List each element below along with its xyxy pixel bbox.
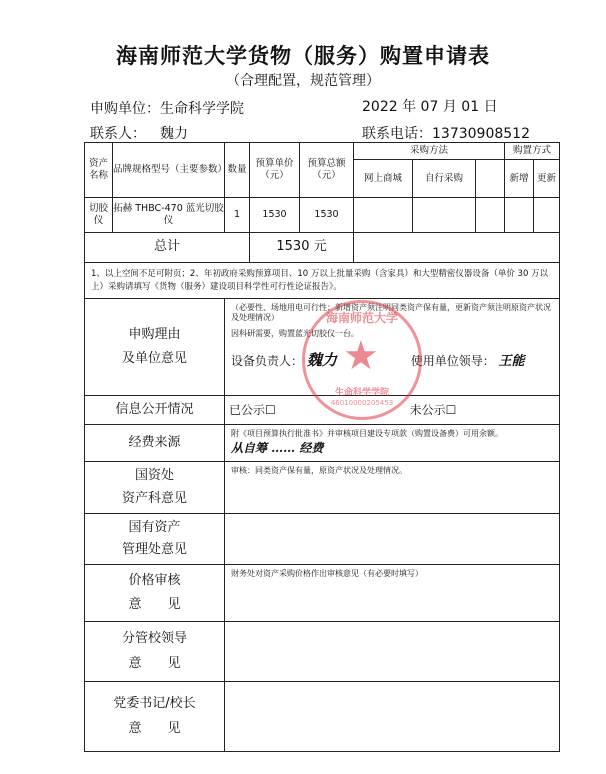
seal-star-icon: ★ <box>343 333 379 379</box>
item-renew <box>534 198 560 233</box>
seal-number: 46010000205453 <box>330 399 394 407</box>
price-review-row <box>85 565 560 622</box>
reason-hint: （必要性、场地用电可行性；新增资产须注明同类资产保有量，更新资产须注明原资产状况及处理情况） <box>231 303 551 322</box>
date-day: 01 <box>461 99 480 115</box>
vp-row <box>85 622 560 682</box>
reason-label <box>85 299 225 396</box>
phone-label: 联系电话： <box>362 126 432 142</box>
price-review-hint: 财务处对资产采购价格作出审核意见（有必要时填写） <box>231 569 423 578</box>
sum-label: 总计 <box>85 233 250 263</box>
contact-person <box>90 123 188 143</box>
item-unit-price: 1530 <box>250 198 300 233</box>
unit-label: 申购单位： <box>90 101 160 117</box>
reason-content: 因科研需要，购置蓝光切胶仪一台。 <box>231 329 359 338</box>
notes-text: 1、以上空间不足可附页；2、年初政府采购预算项目、10 万以上批量采购（含家具）和大型精密仪器设备（单价 30 万以上）采购请填写《货物（服务）建设项目科学性可行性论证报告》。 <box>85 263 560 299</box>
state-asset-label <box>85 514 225 565</box>
secretary-row <box>85 682 560 752</box>
item-row <box>85 198 560 233</box>
date-year: 2022 <box>362 99 398 115</box>
applicant-unit <box>90 98 244 118</box>
published-checkbox[interactable]: 已公示☐ <box>229 402 276 417</box>
vp-label-1: 分管校领导 <box>121 631 187 647</box>
item-new-add <box>505 198 534 233</box>
form-title: 海南师范大学货物（服务）购置申请表 <box>116 44 490 68</box>
vp-content <box>225 622 560 682</box>
manager-label: 设备负责人： <box>231 354 304 368</box>
state-asset-label-1: 国有资产 <box>128 519 181 535</box>
asset-office-label-1: 国资处 <box>134 468 174 484</box>
col-purchase-method: 采购方法 <box>354 143 505 160</box>
secretary-label-2: 意 见 <box>128 720 181 736</box>
col-quantity: 数量 <box>225 143 250 198</box>
leader-label: 使用单位领导： <box>410 354 495 368</box>
item-blank <box>476 198 505 233</box>
col-new-add: 新增 <box>505 160 534 198</box>
col-asset-name: 资产名称 <box>85 143 113 198</box>
col-unit-price: 预算单价（元） <box>250 143 300 198</box>
asset-office-label <box>85 462 225 514</box>
item-online-mall <box>354 198 413 233</box>
col-brand-model: 品牌规格型号（主要参数） <box>113 143 225 198</box>
state-asset-content <box>225 514 560 565</box>
date-month: 07 <box>420 99 439 115</box>
form-subtitle: （合理配置，规范管理） <box>226 73 380 89</box>
seal-bottom-text: 生命科学学院 <box>334 388 389 398</box>
disclosure-label: 信息公开情况 <box>85 396 225 425</box>
unit-value: 生命科学学院 <box>160 101 244 117</box>
manager-signature: 魏力 <box>306 351 337 369</box>
vp-label <box>85 622 225 682</box>
day-label: 日 <box>483 99 498 115</box>
secretary-label <box>85 682 225 752</box>
state-asset-label-2: 管理处意见 <box>121 542 187 557</box>
state-asset-row <box>85 514 560 565</box>
col-blank <box>476 160 505 198</box>
phone-value: 13730908512 <box>432 126 530 142</box>
notes-row <box>85 263 560 299</box>
apply-date <box>362 96 498 116</box>
item-asset-name: 切胶仪 <box>85 198 113 233</box>
col-self-purchase: 自行采购 <box>413 160 476 198</box>
sum-blank <box>354 233 560 263</box>
leader-signature: 王能 <box>498 354 525 369</box>
price-review-label <box>85 565 225 622</box>
funding-handwriting: 从自筹 …… 经费 <box>231 441 324 455</box>
secretary-label-1: 党委书记/校长 <box>113 696 196 712</box>
funding-content <box>225 425 560 462</box>
col-purchase-type: 购置方式 <box>505 143 560 160</box>
col-online-mall: 网上商城 <box>354 160 413 198</box>
contact-label: 联系人： <box>90 126 146 142</box>
funding-row <box>85 425 560 462</box>
header-row-1 <box>85 143 560 160</box>
price-review-label-1: 价格审核 <box>128 572 181 588</box>
contact-value: 魏力 <box>160 126 188 142</box>
asset-office-content <box>225 462 560 514</box>
month-label: 月 <box>442 99 457 115</box>
price-review-content <box>225 565 560 622</box>
item-total: 1530 <box>300 198 354 233</box>
price-review-label-2: 意 见 <box>128 597 181 612</box>
sum-value: 1530 元 <box>250 233 354 263</box>
asset-office-hint: 审核：同类资产保有量，原资产状况及处理情况。 <box>231 466 407 475</box>
item-self-purchase <box>413 198 476 233</box>
col-renew: 更新 <box>534 160 560 198</box>
reason-label-1: 申购理由 <box>128 326 181 342</box>
vp-label-2: 意 见 <box>128 655 181 671</box>
unpublished-checkbox[interactable]: 未公示☐ <box>409 402 457 417</box>
item-quantity: 1 <box>225 198 250 233</box>
col-total: 预算总额（元） <box>300 143 354 198</box>
official-seal <box>302 300 422 420</box>
year-label: 年 <box>402 99 417 115</box>
contact-phone <box>362 123 530 143</box>
purchase-form-table <box>84 142 560 752</box>
secretary-content <box>225 682 560 752</box>
item-brand-model: 拓赫 THBC-470 蓝光切胶仪 <box>113 198 225 233</box>
asset-office-row <box>85 462 560 514</box>
seal-ring-text: 海南师范大学 <box>325 311 398 325</box>
funding-label: 经费来源 <box>85 425 225 462</box>
reason-label-2: 及单位意见 <box>121 351 187 366</box>
funding-hint: 附《项目预算执行批准书》并审核项目建设专项款（购置设备费）可用余额。 <box>231 429 503 438</box>
asset-office-label-2: 资产科意见 <box>121 490 187 506</box>
sum-row <box>85 233 560 263</box>
